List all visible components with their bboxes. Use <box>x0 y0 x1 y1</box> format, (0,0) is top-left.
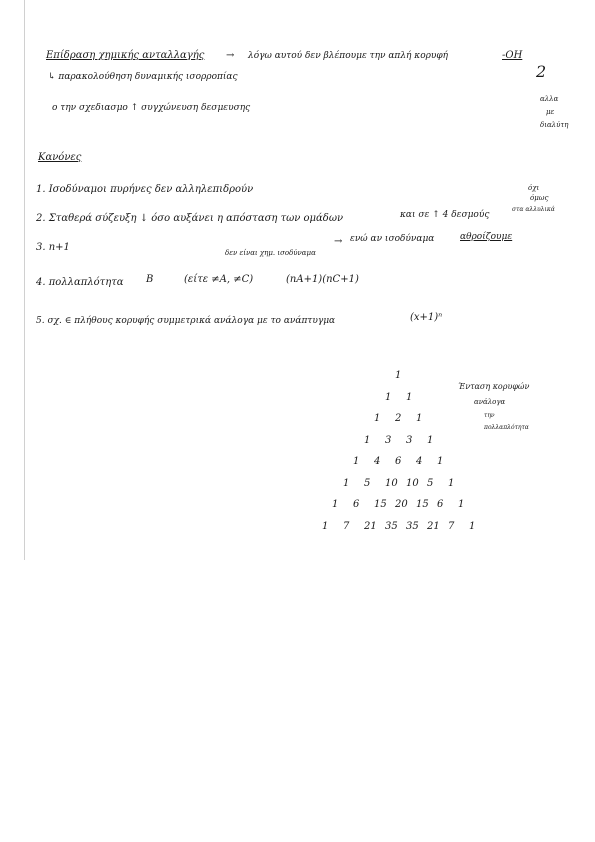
pascal-number: 2 <box>395 413 402 424</box>
rule-3: 3. n+1 <box>36 242 70 253</box>
pascal-number: 6 <box>395 456 402 467</box>
side-number: 2 <box>536 62 547 81</box>
rule-2-note-3: στα αλλυλικά <box>512 206 555 213</box>
rule-5-formula: (x+1)ⁿ <box>410 312 443 323</box>
pascal-number: 35 <box>385 521 398 532</box>
pascal-number: 1 <box>364 435 371 446</box>
pascal-number: 1 <box>406 392 413 403</box>
pascal-number: 1 <box>416 413 423 424</box>
pascal-note-1: Ένταση κορυφών <box>458 382 530 391</box>
pascal-number: 5 <box>427 478 434 489</box>
pascal-note-3: την <box>484 412 495 419</box>
pascal-number: 6 <box>437 499 444 510</box>
rule-4-formula: (nA+1)(nC+1) <box>286 274 359 285</box>
pascal-number: 20 <box>395 499 408 510</box>
header-line3: ο την σχεδιασμο ↑ συγχώνευση δεσμευσης <box>52 103 251 113</box>
pascal-number: 1 <box>353 456 360 467</box>
rule-2-note-1: όχι <box>528 184 540 192</box>
rule-3-tail: ενώ αν ισοδύναμα <box>350 234 435 244</box>
pascal-number: 15 <box>374 499 387 510</box>
margin-line <box>24 0 25 560</box>
side-note-2: με <box>546 108 555 116</box>
pascal-number: 7 <box>343 521 350 532</box>
pascal-number: 1 <box>395 370 402 381</box>
pascal-number: 1 <box>343 478 350 489</box>
pascal-number: 1 <box>437 456 444 467</box>
pascal-number: 1 <box>385 392 392 403</box>
pascal-number: 1 <box>322 521 329 532</box>
header-arrow: → <box>226 50 235 61</box>
pascal-number: 35 <box>406 521 419 532</box>
pascal-number: 3 <box>385 435 392 446</box>
header-line2: ↳ παρακολούθηση δυναμικής ισορροπίας <box>48 72 238 82</box>
pascal-number: 3 <box>406 435 413 446</box>
header-oh: -OH <box>502 50 523 61</box>
pascal-number: 21 <box>427 521 440 532</box>
pascal-number: 5 <box>364 478 371 489</box>
pascal-number: 15 <box>416 499 429 510</box>
rules-heading: Κανόνες <box>38 152 82 163</box>
pascal-number: 21 <box>364 521 377 532</box>
rule-4-b: B <box>146 274 154 285</box>
rule-4-paren: (είτε ≠A, ≠C) <box>184 274 254 285</box>
pascal-number: 6 <box>353 499 360 510</box>
pascal-number: 4 <box>374 456 381 467</box>
pascal-number: 1 <box>332 499 339 510</box>
header-effect: λόγω αυτού δεν βλέπουμε την απλή κορυφή <box>248 51 449 61</box>
rule-4: 4. πολλαπλότητα <box>36 277 124 288</box>
pascal-number: 1 <box>469 521 476 532</box>
pascal-number: 1 <box>427 435 434 446</box>
rule-2: 2. Σταθερά σύζευξη ↓ όσο αυξάνει η απόσταση των ομάδων <box>36 213 344 224</box>
pascal-number: 1 <box>458 499 465 510</box>
rule-1: 1. Ισοδύναμοι πυρήνες δεν αλληλεπιδρούν <box>36 184 254 195</box>
pascal-number: 4 <box>416 456 423 467</box>
rule-3-note: δεν είναι χημ. ισοδύναμα <box>225 249 316 257</box>
header-title: Επίδραση χημικής ανταλλαγής <box>46 50 205 61</box>
side-note-3: διαλύτη <box>540 121 569 129</box>
pascal-number: 7 <box>448 521 455 532</box>
pascal-number: 10 <box>406 478 419 489</box>
rule-5: 5. σχ. ∈ πλήθους κορυφής συμμετρικά ανάλογα με το ανάπτυγμα <box>36 316 336 326</box>
rule-2-tail: και σε ↑ 4 δεσμούς <box>400 210 490 220</box>
pascal-note-2: ανάλογα <box>474 398 506 406</box>
rule-3-tail-underlined: αθροίζουμε <box>460 232 513 242</box>
pascal-number: 1 <box>374 413 381 424</box>
pascal-note-4: πολλαπλότητα <box>484 424 529 431</box>
rule-2-note-2: όμως <box>530 194 549 202</box>
pascal-number: 10 <box>385 478 398 489</box>
pascal-number: 1 <box>448 478 455 489</box>
rule-3-arrow: → <box>334 236 343 247</box>
side-note-1: αλλα <box>540 95 559 103</box>
